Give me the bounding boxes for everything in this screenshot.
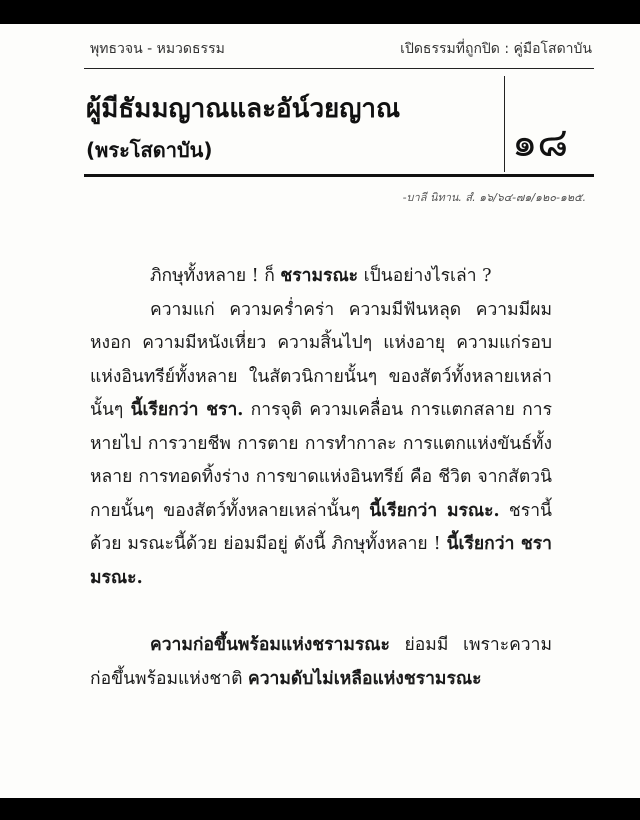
paragraph-1-body <box>90 294 552 596</box>
bold-term: ชรามรณะ <box>280 266 359 286</box>
bold-term: ความดับไม่เหลือแห่งชรามรณะ <box>248 668 482 689</box>
paragraph-2 <box>90 629 552 696</box>
header-rule <box>84 68 594 69</box>
text-run: ย่อมมี เพราะความก่อขึ้นพร้อมแห่งชาติ <box>90 635 552 689</box>
book-title: เปิดธรรมที่ถูกปิด : คู่มือโสดาบัน <box>400 41 592 57</box>
text-run: ภิกษุทั้งหลาย ! ก็ <box>150 266 281 286</box>
bold-term: ความก่อขึ้นพร้อมแห่งชรามรณะ <box>150 635 390 655</box>
chapter-subtitle: (พระโสดาบัน) <box>86 138 213 162</box>
running-header <box>90 38 592 60</box>
text-run: ความแก่ ความคร่ำคร่า ความมีฟันหลุด ความมีผมหงอก ความมีหนังเหี่ยว ความสิ้นไปๆ แห่งอายุ ความแก่รอบแห่งอินทรีย์ทั้งหลาย ในสัตวนิกายนั้นๆ ของสัตว์ทั้งหลายเหล่านั้นๆ <box>90 299 552 420</box>
bold-term: นี้เรียกว่า ชรา. <box>130 400 244 420</box>
text-run: เป็นอย่างไรเล่า ? <box>358 266 492 286</box>
title-rule <box>84 174 594 177</box>
text-run: การจุติ ความเคลื่อน การแตกสลาย การหายไป การวายชีพ การตาย การทำกาละ การแตกแห่งขันธ์ทั้งหลาย การทอดทิ้งร่าง การขาดแห่งอินทรีย์ คือ ชีวิต จากสัตวนิกายนั้นๆ ของสัตว์ทั้งหลายเหล่านั้นๆ <box>90 400 552 521</box>
paragraph-1-opening <box>90 260 552 294</box>
title-divider <box>504 76 505 172</box>
book-page <box>0 24 640 798</box>
chapter-title: ผู้มีธัมมญาณและอัน์วยญาณ <box>86 94 401 124</box>
text-run: ชรานี้ด้วย มรณะนี้ด้วย ย่อมมีอยู่ ดังนี้ ภิกษุทั้งหลาย ! <box>90 500 552 554</box>
bold-term: นี้เรียกว่า มรณะ. <box>369 500 500 521</box>
series-name: พุทธวจน - หมวดธรรม <box>90 41 225 57</box>
pali-reference: -บาลี นิทาน. สํ. ๑๖/๖๔-๗๑/๑๒๐-๑๒๕. <box>402 191 586 204</box>
body-text <box>90 260 552 696</box>
chapter-number: ๑๘ <box>512 120 569 166</box>
paragraph-gap <box>90 595 552 629</box>
bold-term: นี้เรียกว่า ชรามรณะ. <box>90 534 552 588</box>
